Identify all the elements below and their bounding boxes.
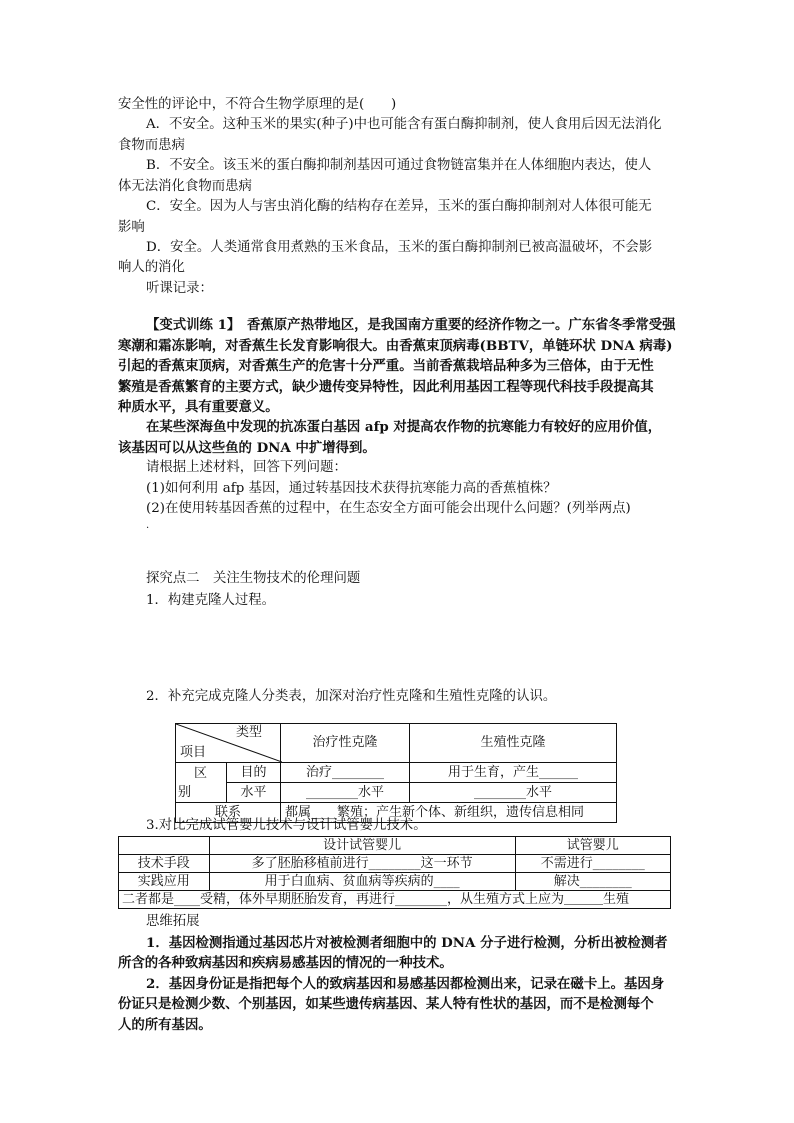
technique-designer: 多了胚胎移植前进行________这一环节 [209,855,515,873]
col-designer-ivf: 设计试管婴儿 [209,837,515,855]
cloning-table [175,723,617,823]
stray-dot: . [146,520,150,531]
variant-line-5: 种质水平，具有重要意义。 [118,399,279,415]
variant-line-3: 引起的香蕉束顶病，对香蕉生产的危害十分严重。当前香蕉栽培品种多为三倍体，由于无性 [118,358,654,374]
application-designer: 用于白血病、贫血病等疾病的____ [209,873,515,891]
difference-label-a: 区 [194,765,208,781]
application-ivf: 解决________ [515,873,670,891]
col-reproductive: 生殖性克隆 [410,724,617,763]
question-stem: 安全性的评论中，不符合生物学原理的是( ) [118,97,397,112]
common-row: 二者都是____受精，体外早期胚胎发育，再进行________，从生殖方式上应为＿＿＿生殖 [119,891,671,909]
corner-cell [119,837,210,855]
relation-text: 都属____繁殖；产生新个体、新组织，遗传信息相同 [281,803,617,823]
row-application-label: 实践应用 [119,873,210,891]
variant-line-4: 繁殖是香蕉繁育的主要方式，缺少遗传变异特性，因此利用基因工程等现代科技手段提高其 [118,379,654,395]
extension-title: 思维拓展 [146,914,200,929]
option-d-line1: D．安全。人类通常食用煮熟的玉米食品，玉米的蛋白酶抑制剂已被高温破坏，不会影 [146,240,653,255]
variant-question-1: (1)如何利用 afp 基因，通过转基因技术获得抗寒能力高的香蕉植株？ [146,481,557,496]
purpose-therapeutic: 治疗________ [281,763,410,783]
extension-line-4: 份证只是检测少数、个别基因，如某些遗传病基因、某人特有性状的基因，而不是检测每个 [118,996,654,1012]
variant-instruction: 请根据上述材料，回答下列问题： [146,460,347,475]
section2-item3: 3.对比完成试管婴儿技术与设计试管婴儿技术。 [146,818,427,833]
ivf-table [118,836,671,909]
lecture-notes-label: 听课记录： [146,281,213,296]
option-d-line2: 响人的消化 [118,260,185,275]
option-a-line2: 食物而患病 [118,138,185,153]
purpose-reproductive: 用于生育，产生______ [410,763,617,783]
variant-line-2: 寒潮和霜冻影响，对香蕉生长发育影响很大。由香蕉束顶病毒(BBTV，单链环状 DNA 病毒) [118,338,673,354]
extension-line-3: 2．基因身份证是指把每个人的致病基因和易感基因都检测出来，记录在磁卡上。基因身 [146,976,665,992]
section2-item2: 2．补充完成克隆人分类表，加深对治疗性克隆和生殖性克隆的认识。 [146,689,557,704]
variant-line-6: 在某些深海鱼中发现的抗冻蛋白基因 afp 对提高农作物的抗寒能力有较好的应用价值， [146,419,662,435]
row-level-label: 水平 [227,783,281,803]
row-technique-label: 技术手段 [119,855,210,873]
difference-label-b: 别 [178,784,192,800]
variant-line-7: 该基因可以从这些鱼的 DNA 中扩增得到。 [118,440,376,456]
option-a-line1: A．不安全。这种玉米的果实(种子)中也可能含有蛋白酶抑制剂，使人食用后因无法消化 [146,117,662,132]
col-therapeutic: 治疗性克隆 [281,724,410,763]
option-b-line1: B．不安全。该玉米的蛋白酶抑制剂基因可通过食物链富集并在人体细胞内表达，使人 [146,158,652,173]
extension-line-2: 所含的各种致病基因和疾病易感基因的情况的一种技术。 [118,955,453,971]
diag-item-label: 项目 [180,745,207,760]
col-ivf: 试管婴儿 [515,837,670,855]
section2-title: 探究点二 关注生物技术的伦理问题 [146,571,361,586]
diagonal-header-cell [176,724,281,763]
technique-ivf: 不需进行________ [515,855,670,873]
variant-question-2: (2)在使用转基因香蕉的过程中，在生态安全方面可能会出现什么问题？(列举两点) [146,501,631,516]
row-purpose-label: 目的 [227,763,281,783]
level-therapeutic: ________水平 [281,783,410,803]
option-c-line2: 影响 [118,220,145,235]
extension-line-5: 人的所有基因。 [118,1017,212,1033]
option-b-line2: 体无法消化食物而患病 [118,179,252,194]
diag-type-label: 类型 [235,725,262,740]
variant-line-1: 【变式训练 1】 香蕉原产热带地区，是我国南方重要的经济作物之一。广东省冬季常受强 [146,317,676,333]
difference-cell [176,763,227,803]
extension-line-1: 1．基因检测指通过基因芯片对被检测者细胞中的 DNA 分子进行检测，分析出被检测者 [146,935,668,951]
level-reproductive: ________水平 [410,783,617,803]
relation-label: 联系 [176,803,281,823]
section2-item1: 1．构建克隆人过程。 [146,593,276,608]
option-c-line1: C．安全。因为人与害虫消化酶的结构存在差异，玉米的蛋白酶抑制剂对人体很可能无 [146,199,652,214]
